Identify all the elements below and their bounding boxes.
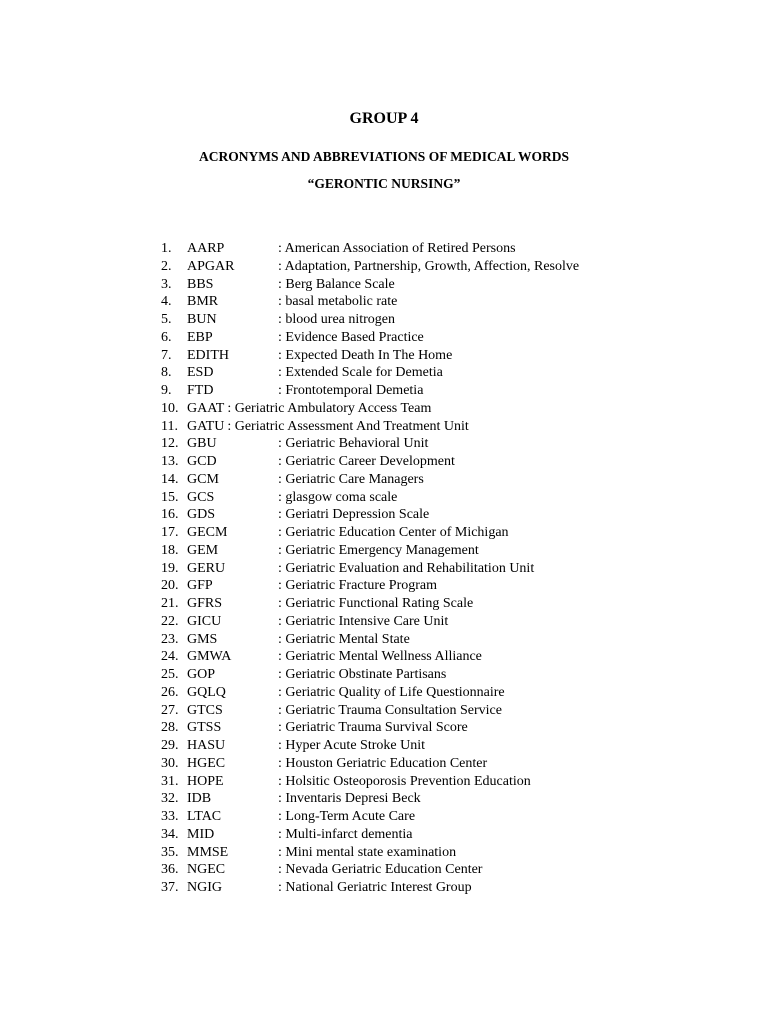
item-definition: : blood urea nitrogen	[278, 312, 396, 327]
item-number: 17.	[161, 525, 179, 540]
item-acronym: BBS	[187, 276, 214, 292]
item-acronym: AARP	[187, 241, 225, 256]
list-item	[161, 613, 579, 631]
list-item	[161, 631, 579, 649]
list-item	[161, 577, 579, 595]
list-item	[161, 435, 579, 453]
item-definition: : Geriatri Depression Scale	[278, 507, 430, 523]
item-acronym: HGEC	[187, 755, 226, 771]
item-acronym: GDS	[187, 507, 216, 523]
item-acronym: GCM	[187, 471, 219, 487]
list-item	[161, 684, 579, 702]
item-acronym: ESD	[187, 365, 214, 381]
item-definition: : Geriatric Career Development	[278, 454, 455, 469]
item-definition: : glasgow coma scale	[278, 489, 398, 505]
item-acronym: GECM	[187, 525, 228, 540]
list-item	[161, 276, 579, 294]
item-definition: : Mini mental state examination	[278, 844, 457, 860]
item-acronym: GEM	[187, 542, 219, 558]
list-item	[161, 453, 579, 471]
list-item	[161, 542, 579, 560]
item-definition: : Long-Term Acute Care	[278, 809, 416, 824]
item-definition: : Berg Balance Scale	[278, 276, 395, 292]
item-number: 23.	[161, 631, 179, 647]
item-acronym: EBP	[187, 329, 213, 345]
list-item	[161, 524, 579, 542]
item-acronym: NGEC	[187, 862, 226, 878]
item-definition: : basal metabolic rate	[278, 294, 398, 310]
item-acronym: LTAC	[187, 809, 222, 824]
item-definition: : American Association of Retired Persons	[278, 241, 516, 256]
item-number: 33.	[161, 809, 179, 824]
item-acronym: HASU	[187, 738, 226, 753]
item-definition: : Geriatric Mental State	[278, 631, 410, 647]
item-number: 24.	[161, 649, 179, 665]
list-item	[161, 560, 579, 578]
item-number: 37.	[161, 880, 179, 895]
item-number: 27.	[161, 702, 179, 718]
item-acronym: GTCS	[187, 702, 223, 718]
item-number: 12.	[161, 436, 179, 452]
item-acronym: HOPE	[187, 773, 224, 789]
item-definition: : Frontotemporal Demetia	[278, 383, 424, 398]
item-acronym: EDITH	[187, 347, 229, 363]
item-number: 5.	[161, 312, 172, 327]
item-number: 19.	[161, 560, 179, 576]
list-item	[161, 790, 579, 808]
list-item	[161, 418, 579, 436]
list-item	[161, 826, 579, 844]
item-definition: : National Geriatric Interest Group	[278, 880, 472, 895]
item-number: 30.	[161, 755, 179, 771]
item-number: 10.	[161, 400, 179, 416]
item-definition: : Holsitic Osteoporosis Prevention Education	[278, 773, 531, 789]
item-number: 32.	[161, 791, 179, 807]
item-acronym: GATU	[187, 418, 225, 434]
item-acronym: GMS	[187, 631, 218, 647]
list-item	[161, 506, 579, 524]
item-definition: : Geriatric Fracture Program	[278, 578, 437, 594]
item-definition: : Geriatric Obstinate Partisans	[278, 667, 447, 682]
document-subtitle: ACRONYMS AND ABBREVIATIONS OF MEDICAL WORDS	[199, 149, 569, 164]
item-acronym: GCS	[187, 489, 215, 505]
item-acronym: GAAT	[187, 400, 225, 416]
list-item	[161, 808, 579, 826]
document-topic: “GERONTIC NURSING”	[307, 176, 461, 191]
item-definition: : Geriatric Mental Wellness Alliance	[278, 649, 482, 665]
list-item	[161, 861, 579, 879]
item-acronym: BMR	[187, 294, 219, 310]
item-definition: : Geriatric Care Managers	[278, 471, 424, 487]
item-number: 18.	[161, 542, 179, 558]
item-acronym: GICU	[187, 613, 222, 629]
item-definition: : Geriatric Ambulatory Access Team	[227, 400, 432, 416]
item-number: 34.	[161, 826, 179, 842]
item-acronym: GBU	[187, 436, 217, 452]
list-item	[161, 329, 579, 347]
item-definition: : Geriatric Behavioral Unit	[278, 436, 429, 452]
item-definition: : Geriatric Quality of Life Questionnaire	[278, 684, 505, 700]
list-item	[161, 666, 579, 684]
item-definition: : Geriatric Evaluation and Rehabilitation Unit	[278, 560, 535, 576]
acronym-list	[161, 240, 579, 897]
item-number: 4.	[161, 294, 172, 310]
list-item	[161, 382, 579, 400]
item-number: 9.	[161, 383, 172, 398]
item-definition: : Geriatric Functional Rating Scale	[278, 596, 474, 611]
list-item	[161, 240, 579, 258]
item-acronym: GTSS	[187, 720, 222, 736]
item-acronym: GFP	[187, 578, 213, 594]
item-definition: : Adaptation, Partnership, Growth, Affection, Resolve	[278, 258, 580, 274]
list-item	[161, 311, 579, 329]
item-acronym: GQLQ	[187, 684, 226, 700]
item-definition: : Geriatric Intensive Care Unit	[278, 613, 449, 629]
item-acronym: MMSE	[187, 844, 229, 860]
item-definition: : Geriatric Trauma Consultation Service	[278, 702, 502, 718]
item-acronym: APGAR	[187, 258, 235, 274]
list-item	[161, 702, 579, 720]
list-item	[161, 648, 579, 666]
item-acronym: NGIG	[187, 880, 222, 895]
list-item	[161, 258, 579, 276]
item-acronym: GMWA	[187, 649, 232, 665]
item-number: 25.	[161, 667, 179, 682]
list-item	[161, 737, 579, 755]
item-number: 35.	[161, 844, 179, 860]
item-number: 28.	[161, 720, 179, 736]
list-item	[161, 773, 579, 791]
item-acronym: GFRS	[187, 596, 223, 611]
item-definition: : Evidence Based Practice	[278, 329, 424, 345]
list-item	[161, 364, 579, 382]
item-number: 20.	[161, 578, 179, 594]
item-number: 15.	[161, 489, 179, 505]
item-number: 29.	[161, 738, 179, 753]
item-acronym: GCD	[187, 454, 217, 469]
item-number: 22.	[161, 613, 179, 629]
item-definition: : Nevada Geriatric Education Center	[278, 862, 483, 878]
list-item	[161, 293, 579, 311]
list-item	[161, 347, 579, 365]
item-definition: : Geriatric Assessment And Treatment Unit	[227, 418, 469, 434]
list-item	[161, 489, 579, 507]
item-definition: : Geriatric Emergency Management	[278, 542, 479, 558]
list-item	[161, 755, 579, 773]
item-acronym: GOP	[187, 667, 216, 682]
list-item	[161, 400, 579, 418]
item-acronym: FTD	[187, 383, 214, 398]
item-number: 3.	[161, 276, 172, 292]
item-number: 26.	[161, 684, 179, 700]
item-definition: : Multi-infarct dementia	[278, 826, 413, 842]
item-definition: : Inventaris Depresi Beck	[278, 791, 421, 807]
list-item	[161, 471, 579, 489]
item-acronym: MID	[187, 826, 215, 842]
item-number: 16.	[161, 507, 179, 523]
list-item	[161, 844, 579, 862]
item-number: 36.	[161, 862, 179, 878]
item-acronym: IDB	[187, 791, 212, 807]
item-number: 2.	[161, 258, 172, 274]
item-number: 8.	[161, 365, 172, 381]
item-definition: : Expected Death In The Home	[278, 347, 453, 363]
item-number: 7.	[161, 347, 172, 363]
item-acronym: BUN	[187, 312, 217, 327]
item-acronym: GERU	[187, 560, 226, 576]
item-definition: : Geriatric Education Center of Michigan	[278, 525, 509, 540]
item-number: 21.	[161, 596, 179, 611]
item-number: 13.	[161, 454, 179, 469]
item-number: 11.	[161, 418, 178, 434]
list-item	[161, 719, 579, 737]
item-definition: : Hyper Acute Stroke Unit	[278, 738, 425, 753]
page-title: GROUP 4	[349, 110, 419, 127]
list-item	[161, 879, 579, 897]
item-number: 14.	[161, 471, 179, 487]
item-number: 1.	[161, 241, 172, 256]
item-number: 6.	[161, 329, 172, 345]
item-definition: : Houston Geriatric Education Center	[278, 755, 488, 771]
item-number: 31.	[161, 773, 179, 789]
list-item	[161, 595, 579, 613]
item-definition: : Geriatric Trauma Survival Score	[278, 720, 468, 736]
item-definition: : Extended Scale for Demetia	[278, 365, 443, 381]
